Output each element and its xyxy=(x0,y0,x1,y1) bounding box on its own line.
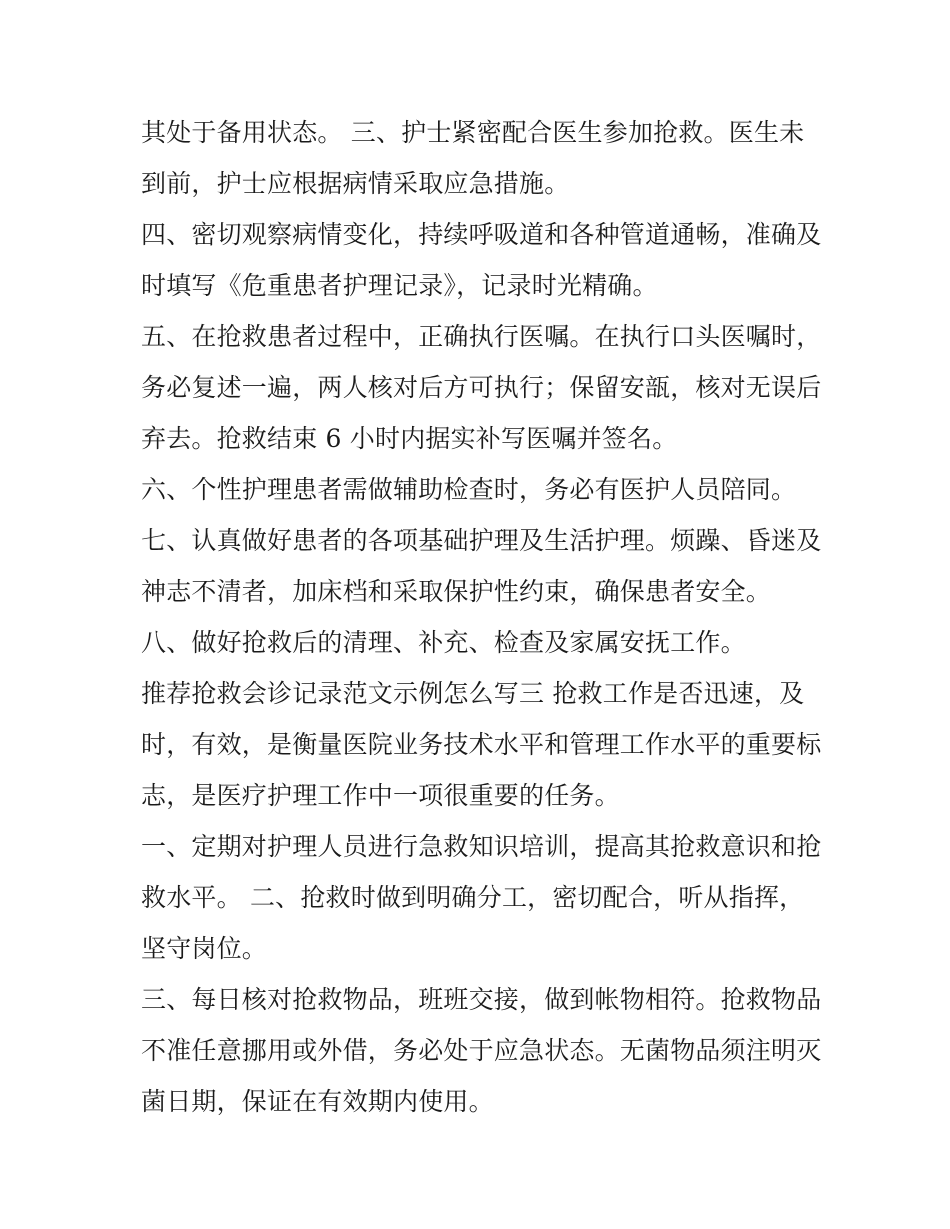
text-line: 六、个性护理患者需做辅助检查时，务必有医护人员陪同。 xyxy=(141,475,797,504)
text-line: 推荐抢救会诊记录范文示例怎么写三 抢救工作是否迅速，及 xyxy=(141,679,805,708)
text-line: 四、密切观察病情变化，持续呼吸道和各种管道通畅，准确及 xyxy=(141,220,822,249)
text-line: 一、定期对护理人员进行急救知识培训，提高其抢救意识和抢 xyxy=(141,832,822,861)
text-line: 务必复述一遍，两人核对后方可执行；保留安瓿，核对无误后 xyxy=(141,373,822,402)
text-line: 坚守岗位。 xyxy=(141,934,268,963)
text-line: 弃去。抢救结束 6 小时内据实补写医嘱并签名。 xyxy=(141,424,678,453)
text-line: 不准任意挪用或外借，务必处于应急状态。无菌物品须注明灭 xyxy=(141,1036,822,1065)
text-line: 救水平。 二、抢救时做到明确分工，密切配合，听从指挥， xyxy=(141,883,805,912)
text-line: 七、认真做好患者的各项基础护理及生活护理。烦躁、昏迷及 xyxy=(141,526,822,555)
text-line: 时填写《危重患者护理记录》，记录时光精确。 xyxy=(141,271,658,300)
document-body xyxy=(141,107,821,1127)
text-line: 三、每日核对抢救物品，班班交接，做到帐物相符。抢救物品 xyxy=(141,985,822,1014)
text-line: 时，有效，是衡量医院业务技术水平和管理工作水平的重要标 xyxy=(141,730,822,759)
text-line: 八、做好抢救后的清理、补充、检查及家属安抚工作。 xyxy=(141,628,746,657)
text-line: 五、在抢救患者过程中，正确执行医嘱。在执行口头医嘱时， xyxy=(141,322,822,351)
text-line: 菌日期，保证在有效期内使用。 xyxy=(141,1087,494,1116)
text-line: 神志不清者，加床档和采取保护性约束，确保患者安全。 xyxy=(141,577,772,606)
text-line: 到前，护士应根据病情采取应急措施。 xyxy=(141,169,570,198)
text-line: 志，是医疗护理工作中一项很重要的任务。 xyxy=(141,781,620,810)
text-line: 其处于备用状态。 三、护士紧密配合医生参加抢救。医生未 xyxy=(141,118,805,147)
